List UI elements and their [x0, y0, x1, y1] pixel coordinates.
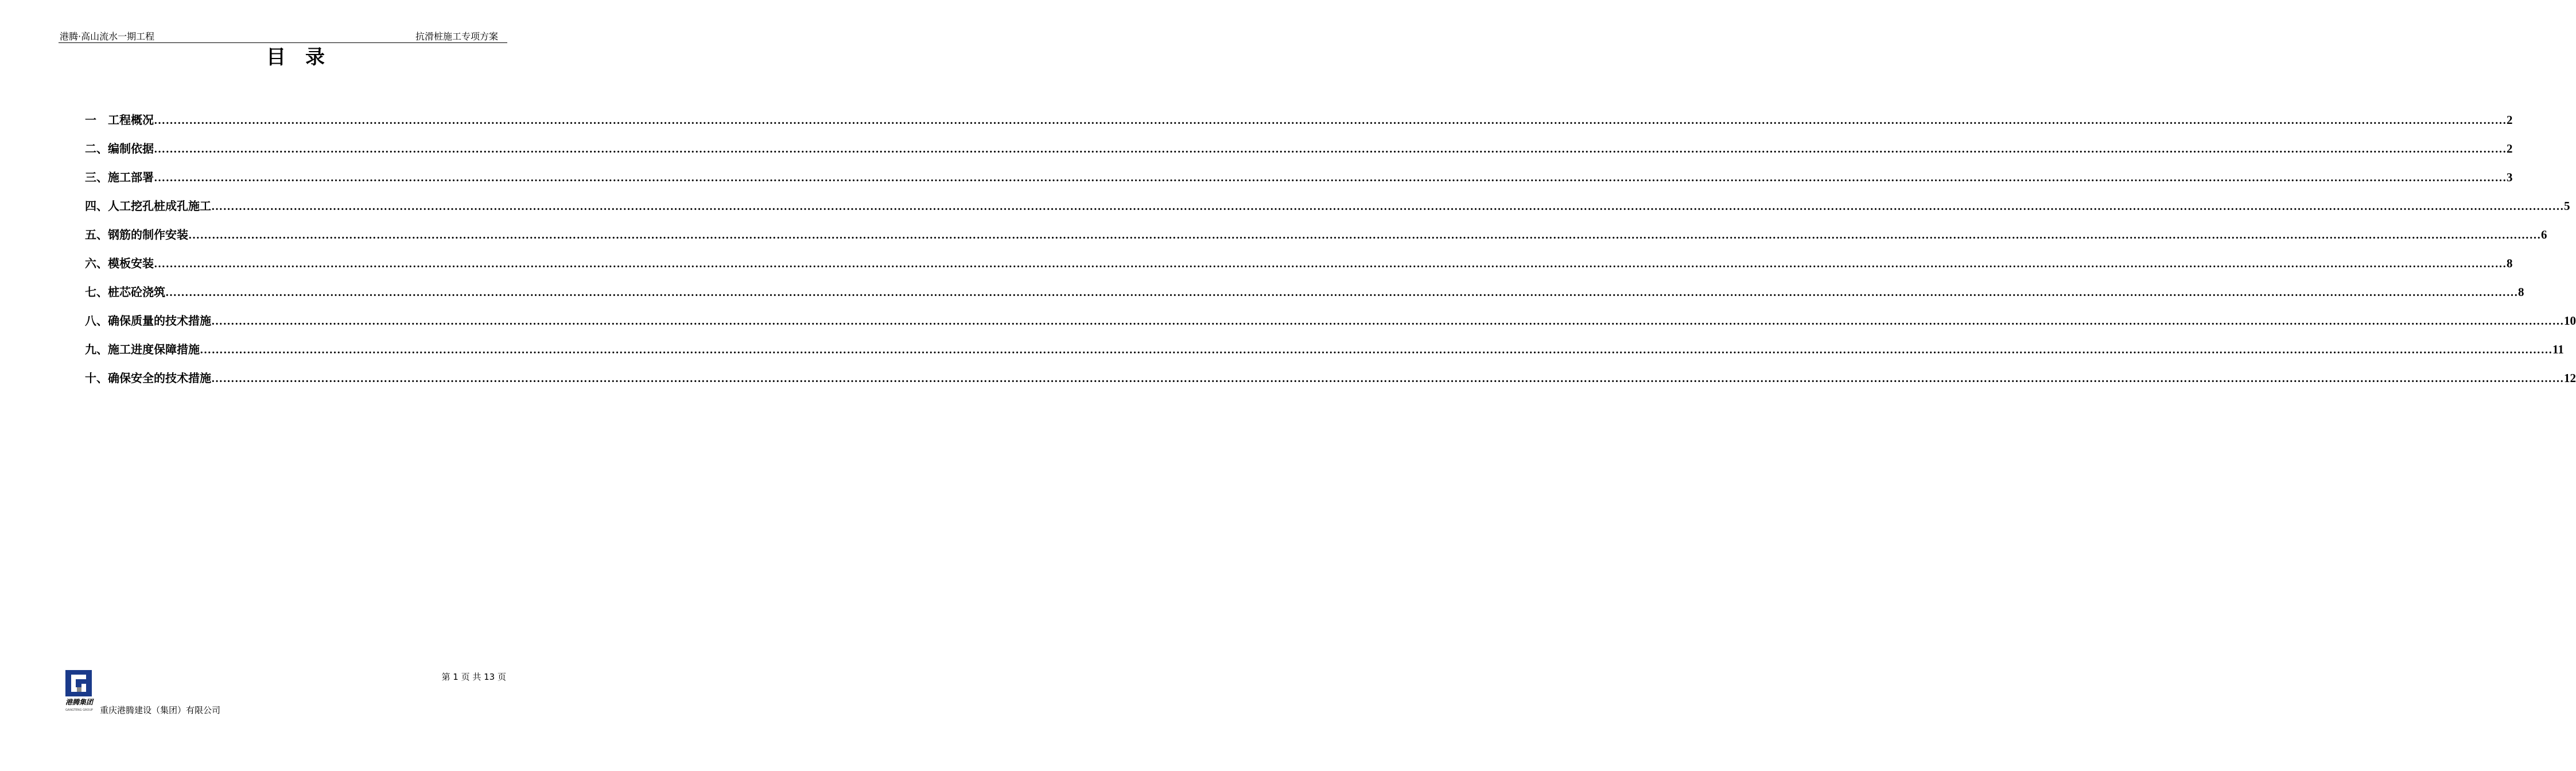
toc-entry-page: 8: [2518, 285, 2524, 299]
toc-entry-label: 五、钢筋的制作安装: [85, 228, 188, 242]
toc-dot-leader: ……………………………………………………………………………………………………………………………………………………………………………………………………………………………………………………………………………………………………………………………………………………………………………………………………………………………………………………………………………………………………………………………………………………: [154, 172, 2507, 184]
toc-entry-page: 10: [2564, 314, 2576, 328]
table-of-contents: [85, 110, 2576, 397]
toc-entry[interactable]: [85, 110, 2513, 139]
page-title: 目录: [266, 46, 344, 69]
toc-entry[interactable]: [85, 168, 2513, 196]
toc-dot-leader: ……………………………………………………………………………………………………………………………………………………………………………………………………………………………………………………………………………………………………………………………………………………………………………………………………………………………………………………………………………………………………………………………………………………: [211, 200, 2564, 213]
toc-entry-label: 八、确保质量的技术措施: [85, 314, 211, 328]
toc-entry-page: 8: [2507, 256, 2513, 270]
toc-entry-label: 十、确保安全的技术措施: [85, 371, 211, 385]
logo-subtext: GANGTENG GROUP: [65, 708, 94, 712]
toc-entry-page: 3: [2507, 170, 2513, 184]
toc-dot-leader: ……………………………………………………………………………………………………………………………………………………………………………………………………………………………………………………………………………………………………………………………………………………………………………………………………………………………………………………………………………………………………………………………………………………: [154, 258, 2507, 270]
toc-entry[interactable]: [85, 368, 2576, 397]
header-document-title: 抗滑桩施工专项方案: [415, 31, 498, 42]
toc-dot-leader: ……………………………………………………………………………………………………………………………………………………………………………………………………………………………………………………………………………………………………………………………………………………………………………………………………………………………………………………………………………………………………………………………………………………: [154, 114, 2507, 127]
toc-entry-label: 七、桩芯砼浇筑: [85, 285, 165, 299]
toc-entry-label: 二、编制依据: [85, 142, 154, 155]
toc-entry[interactable]: [85, 340, 2564, 368]
toc-entry-label: 六、模板安装: [85, 256, 154, 270]
toc-entry-label: 一 工程概况: [85, 113, 154, 127]
toc-entry-label: 四、人工挖孔桩成孔施工: [85, 199, 211, 213]
company-logo: [60, 670, 99, 714]
toc-dot-leader: ……………………………………………………………………………………………………………………………………………………………………………………………………………………………………………………………………………………………………………………………………………………………………………………………………………………………………………………………………………………………………………………………………………………: [211, 372, 2564, 385]
toc-entry[interactable]: [85, 311, 2576, 340]
toc-entry-page: 6: [2541, 228, 2547, 242]
toc-dot-leader: ……………………………………………………………………………………………………………………………………………………………………………………………………………………………………………………………………………………………………………………………………………………………………………………………………………………………………………………………………………………………………………………………………………………: [154, 143, 2507, 155]
toc-entry[interactable]: [85, 196, 2570, 225]
toc-entry-page: 2: [2507, 142, 2513, 155]
logo-text: 港腾集团: [65, 698, 94, 706]
toc-entry-page: 12: [2564, 371, 2576, 385]
toc-entry-label: 三、施工部署: [85, 170, 154, 184]
toc-entry[interactable]: [85, 139, 2513, 168]
toc-entry[interactable]: [85, 225, 2547, 254]
logo-mark-background: [65, 670, 92, 696]
toc-dot-leader: ……………………………………………………………………………………………………………………………………………………………………………………………………………………………………………………………………………………………………………………………………………………………………………………………………………………………………………………………………………………………………………………………………………………: [188, 229, 2541, 242]
company-name: 重庆港腾建设（集团）有限公司: [100, 705, 221, 715]
header-divider: [59, 42, 507, 43]
toc-entry-page: 2: [2507, 113, 2513, 127]
toc-entry[interactable]: [85, 282, 2524, 311]
toc-entry-page: 11: [2552, 342, 2564, 356]
toc-entry-page: 5: [2564, 199, 2570, 213]
page-number: 第 1 页 共 13 页: [441, 672, 506, 682]
toc-dot-leader: ……………………………………………………………………………………………………………………………………………………………………………………………………………………………………………………………………………………………………………………………………………………………………………………………………………………………………………………………………………………………………………………………………………………: [165, 286, 2518, 299]
toc-entry[interactable]: [85, 254, 2513, 282]
header-project-name: 港腾·高山流水一期工程: [60, 31, 155, 42]
toc-dot-leader: ……………………………………………………………………………………………………………………………………………………………………………………………………………………………………………………………………………………………………………………………………………………………………………………………………………………………………………………………………………………………………………………………………………………: [211, 315, 2564, 328]
toc-dot-leader: ……………………………………………………………………………………………………………………………………………………………………………………………………………………………………………………………………………………………………………………………………………………………………………………………………………………………………………………………………………………………………………………………………………………: [200, 344, 2552, 356]
toc-entry-label: 九、施工进度保障措施: [85, 342, 200, 356]
logo-mark-accent: [77, 687, 81, 692]
